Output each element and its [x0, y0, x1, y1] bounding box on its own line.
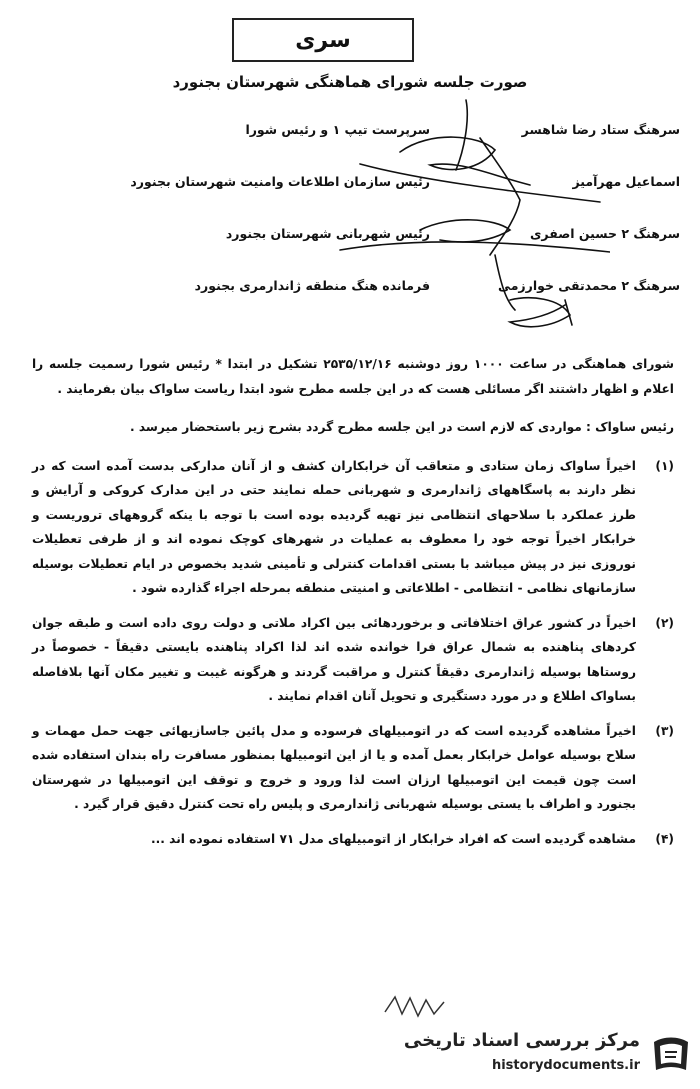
item-number: (۴) [655, 831, 674, 846]
document-title: صورت جلسه شورای هماهنگی شهرستان بجنورد [172, 73, 528, 91]
document-body [32, 352, 674, 861]
watermark-url: historydocuments.ir [491, 1058, 640, 1073]
classification-stamp: سری [232, 18, 414, 62]
list-item [32, 827, 674, 852]
item-text: اخیراً مشاهده گردیده است که در اتومبیلهای فرسوده و مدل پائین جاسازیهائی جهت حمل مهمات و سلاح بوسیله عوامل خرابکار بعمل آمده و یا از این اتومبیلها بمنظور مسافرت راه بندان استفاده شده است چون قیمت این اتومبیلها ارزان است لذا ورود و خروج و توقف این اتومبیلها در شهرستان بجنورد و اطراف با یستی بوسیله شهربانی ژاندارمری و پلیس راه تحت کنترل دقیق قرار گیرد . [32, 723, 636, 811]
archive-logo-icon [648, 1032, 694, 1078]
list-item [32, 719, 674, 817]
item-number: (۳) [655, 723, 674, 738]
attendee-row [20, 220, 680, 272]
attendee-position: فرمانده هنگ منطقه ژاندارمری بجنورد [194, 278, 430, 293]
attendee-row [20, 116, 680, 168]
attendee-name: اسماعیل مهرآمیز [572, 174, 680, 189]
attendee-name: سرهنگ ستاد رضا شاهسر [521, 122, 680, 137]
attendee-position: رئیس شهربانی شهرستان بجنورد [225, 226, 430, 241]
attendee-position: سرپرست تیپ ۱ و رئیس شورا [245, 122, 430, 137]
item-number: (۲) [655, 615, 674, 630]
attendee-position: رئیس سازمان اطلاعات وامنیت شهرستان بجنورد [130, 174, 430, 189]
item-text: مشاهده گردیده است که افراد خرابکار از اتومبیلهای مدل ۷۱ استفاده نموده اند ... [151, 831, 636, 846]
watermark-title: مرکز بررسی اسناد تاریخی [403, 1030, 640, 1051]
item-number: (۱) [655, 458, 674, 473]
attendee-row [20, 272, 680, 324]
list-item [32, 611, 674, 709]
ink-scribble [380, 992, 450, 1022]
archive-watermark [400, 1020, 700, 1089]
intro-paragraph: شورای هماهنگی در ساعت ۱۰۰۰ روز دوشنبه ۲۵۳۵/۱۲/۱۶ تشکیل در ابتدا * رئیس شورا رسمیت جلسه را اعلام و اظهار داشتند اگر مسائلی هست که در این جلسه مطرح شود ابتدا ریاست ساواک بیان بفرمایند . [32, 357, 675, 396]
attendee-row [20, 168, 680, 220]
lead-paragraph: رئیس ساواک : مواردی که لازم است در این جلسه مطرح گردد بشرح زیر باستحضار میرسد . [130, 420, 674, 434]
item-text: اخیراً در کشور عراق اختلافاتی و برخوردهائی بین اکراد ملاتی و دولت روی داده است و طبقه جوان کردهای پناهنده به شمال عراق فرا خوانده شده اند لذا اکراد پناهنده بایستی دقیقاً - خصوصاً در روستاها بوسیله ژاندارمری دقیقاً کنترل و مراقبت گردند و هرگونه غیبت و تغییر مکان آنها بلافاصله بساواک اطلاع و در مورد دستگیری و تحویل آنان اقدام نمایند . [32, 615, 636, 703]
attendee-name: سرهنگ ۲ حسین اصفری [529, 226, 680, 241]
attendees-list [20, 116, 680, 324]
attendee-name: سرهنگ ۲ محمدتقی خوارزمی [498, 278, 680, 293]
item-text: اخیراً ساواک زمان ستادی و متعاقب آن خرابکاران کشف و از آنان مدارکی بدست آمده است که در نظر دارند به پاسگاههای ژاندارمری و شهربانی حمله نمایند حتی در این مدارک کروکی و آرایش و طرز عملکرد با سلاحهای انتظامی نیز تهیه گردیده بوده است با توجه با ینکه گروههای تروریست و خرابکار اخیراً توجه خود را معطوف به عملیات در شهرهای کوچک نموده اند و از طرفی تعطیلات نوروزی نیز در پیش میباشد با بستی اقدامات کنترلی و تأمینی شدید بخصوص در ایام تعطیلات بوسیله سازمانهای نظامی - انتظامی - اطلاعاتی و امنیتی منطقه بمرحله اجراء گذارده شود . [32, 458, 636, 595]
list-item [32, 454, 674, 601]
